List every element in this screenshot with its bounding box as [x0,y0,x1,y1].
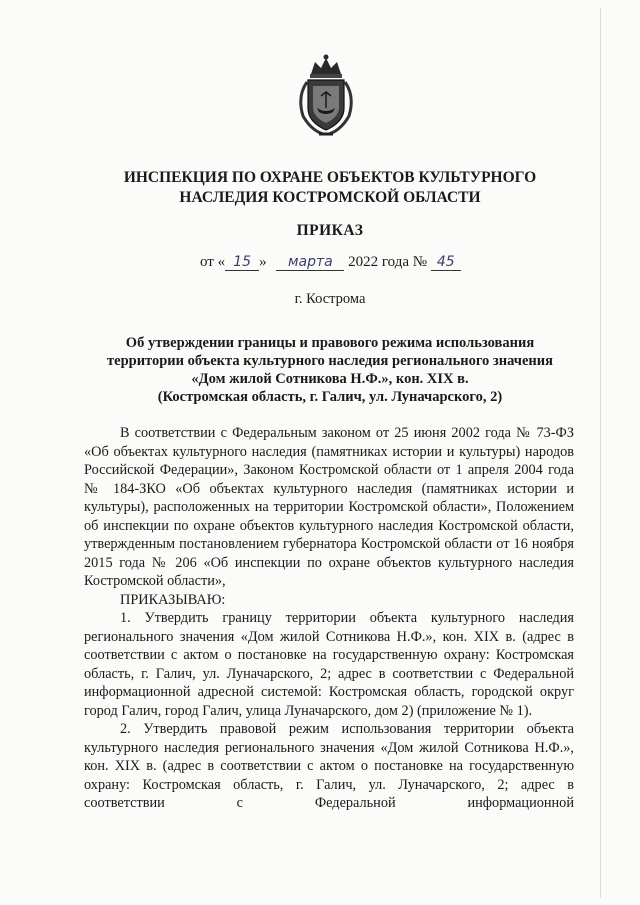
order-subject [90,334,570,406]
order-date-line [200,254,500,271]
city-line: г. Кострома [294,291,366,307]
order-title: ПРИКАЗ [296,222,364,239]
subject-line-4: (Костромская область, г. Галич, ул. Луначарского, 2) [157,389,503,405]
subject-line-1: Об утверждении границы и правового режима использования [125,335,535,351]
order-body [84,424,574,813]
subject-line-3: «Дом жилой Сотникова Н.Ф.», кон. XIX в. [191,371,469,387]
date-prefix: от « [200,254,226,270]
date-mid: » [259,254,267,270]
item-2-paragraph: 2. Утвердить правовой режим использования территории объекта культурного наследия регионального значения «Дом жилой Сотникова Н.Ф.», кон. XIX в. (адрес в соответствии с актом о постановке на государственную охрану: Костромская область, г. Галич, ул. Луначарского, 2; адрес в соответствии с Федеральной информационной [84,721,574,811]
order-number: 45 [431,254,461,271]
item-1-paragraph: 1. Утвердить границу территории объекта культурного наследия регионального значения «Дом жилой Сотникова Н.Ф.», кон. XIX в. (адрес в соответствии с актом о постановке на государственную охрану: Костромская область, г. Галич, ул. Луначарского, 2; адрес в соответствии с Федеральной информационной адресной системой: Костромская область, городской округ город Галич, город Галич, улица Луначарского, дом 2) (приложение № 1). [84,610,574,719]
order-month: марта [276,254,344,271]
preamble-paragraph: В соответствии с Федеральным законом от 25 июня 2002 года № 73-ФЗ «Об объектах культурного наследия (памятниках истории и культуры) народов Российской Федерации», Законом Костромской области от 1 апреля 2004 года № 184-ЗКО «Об объектах культурного наследия (памятниках истории и культуры), расположенных на территории Костромской области», Положением об инспекции по охране объектов культурного наследия Костромской области, утвержденным постановлением губернатора Костромской области от 16 ноября 2015 года № 206 «Об инспекции по охране объектов культурного наследия Костромской области», [84,425,574,589]
organization-name [60,168,600,208]
coat-of-arms-emblem [293,52,359,138]
order-day: 15 [225,254,259,271]
org-line-2: НАСЛЕДИЯ КОСТРОМСКОЙ ОБЛАСТИ [179,189,481,206]
order-word: ПРИКАЗЫВАЮ: [120,591,226,608]
scan-edge-line [600,8,601,898]
subject-line-2: территории объекта культурного наследия регионального значения [107,353,553,369]
date-suffix: 2022 года № [348,254,428,270]
org-line-1: ИНСПЕКЦИЯ ПО ОХРАНЕ ОБЪЕКТОВ КУЛЬТУРНОГО [123,169,537,186]
